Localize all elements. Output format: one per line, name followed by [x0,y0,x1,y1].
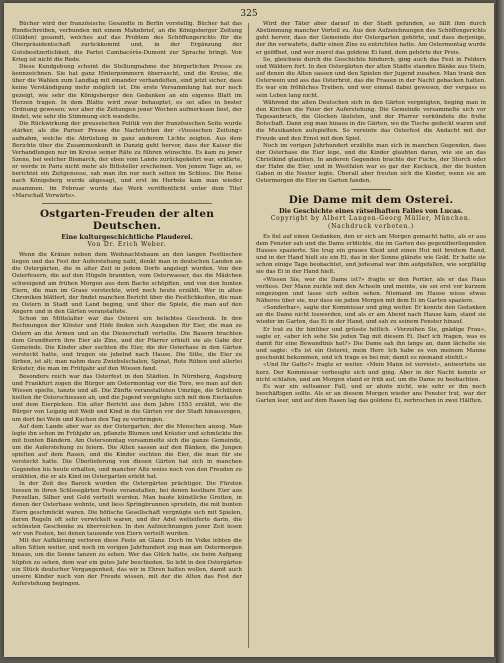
intro-paragraph: Die Rückwirkung der preussischen Politik von der französischen Seite wurde stärker, als die Pariser Presse die Nachrichten der «Vossischen Zeitung» aufnahm, welche die Abrüstung in ganz anderem Lichte zeigten. Aus dem Berichte über die Zusammenkunft in Danzig geht hervor, dass der Kaiser die Verhandlungen nur im Kreise seiner Räte zu führen wünschte. Es kam zu jener Szene, bei welcher Bismarck, der eben vom Lande zurückgekehrt war, erklärte, er werde in Paris nicht mehr als Bittsteller erscheinen. Von jenem Tage an, so berichtet ein Zeitgenosse, sah man ihn nur noch selten im Schloss. Die Reise nach Königsberg wurde abgesagt, und erst im Herbste kam man wieder zusammen. Im Februar wurde das Werk veröffentlicht unter dem Titel «Marschall Vorwärts». [12,121,242,199]
section-divider [42,203,212,204]
story-headline: Die Dame mit dem Osterei. [288,193,454,206]
article-paragraph: Auf dem Lande aber war es der Ostergarten, der die Menschen anzog. Man legte ihn schon im Frühjahr an, pflanzte Blumen und Kräuter und schmückte ihn mit bunten Bändern. Am Ostersonntag versammelte sich die ganze Gemeinde, um die Auferstehung zu feiern. Die Alten sassen auf den Bänken, die Jungen spielten auf dem Rasen, und die Kinder suchten die Eier, die man für sie versteckt hatte. Die Überlieferung von diesen Gärten hat sich in manchen Gegenden bis heute erhalten, und mancher Alte weiss noch von den Freuden zu erzählen, die er als Kind im Ostergarten erlebt hat. [12,423,242,480]
article-paragraph: Mit der Aufklärung verloren diese Feste an Glanz. Doch im Volke lebten die alten Sitten weiter, und noch im vorigen Jahrhundert zog man am Ostermorgen hinaus, um die Sonne tanzen zu sehen. Wer das Glück hatte, sie beim Aufgang hüpfen zu sehen, dem war ein gutes Jahr beschieden. So lebt in den Ostergärten ein Stück deutscher Vergangenheit, das wir in Ehren halten wollen, damit auch unsere Kinder noch von der Freude wissen, mit der die Alten das Fest der Auferstehung begingen. [12,538,242,588]
newspaper-page [4,3,494,657]
section-divider [351,189,391,190]
article-byline: Von Dr. Erich Weber. [87,240,167,248]
story-paragraph: Es fiel auf einen Gedanken, den er sich am Morgen gemacht hatte, als er aus dem Fenster sah und die Dame erblickte, die im Garten des gegenüberliegenden Hauses spazierte. Sie trug ein graues Kleid und einen Hut mit breitem Rand, und in der Hand hielt sie ein Ei, das in der Sonne glänzte wie Gold. Er hatte sie schon einige Tage beobachtet, und jedesmal war ihm aufgefallen, wie sorgfältig sie das Ei in der Hand hielt. [256,233,486,276]
page-number: 325 [240,9,258,19]
article-paragraph: Wenn die Kränze neben dem Weihnachtsbaum an den langen Festtischen liegen und das Fest der Auferstehung naht, denkt man in deutschen Landen an die Ostergärten, die in alter Zeit in jedem Dorfe angelegt wurden. Von den Osterfeuern, die auf den Hügeln brannten, vom Osterwasser, das die Mädchen schweigend am frühen Morgen aus dem Bache schöpften, und von den bunten Eiern, die man im Grase versteckte, wird noch heute erzählt. Wer in alten Chroniken blättert, der findet manchen Bericht über die Festlichkeiten, die man zu Ostern in Stadt und Land beging, und über die Spiele, die man auf den Angern und in den Gärten veranstaltete. [12,251,242,316]
continuation-paragraph: Wird der Täter aber darauf in der Stadt gefunden, so fällt ihm durch Abstimmung mancher Vorteil zu. Aus den Aufzeichnungen des Schöffengerichts geht hervor, dass der Gemeinde der Ostergarten gehörte, und dass derjenige, der ihn verwahrte, dafür einen Zins zu entrichten hatte. Am Ostermontag wurde er geöffnet, und wer zuerst das goldene Ei fand, dem gehörte der Preis. [256,21,486,56]
article-subtitle: Eine kulturgeschichtliche Plauderei. [61,232,193,241]
article-headline: Ostgarten-Freuden der alten Deutschen. [39,207,215,232]
column-rule [248,23,249,648]
continuation-paragraph: Noch im vorigen Jahrhundert erzählte man sich in manchen Gegenden, dass der Osterhase die Eier lege, und die Kinder glaubten daran, wie sie an das Christkind glaubten. In anderen Gegenden brachte der Fuchs, der Storch oder der Hahn die Eier, und in Westfalen war es gar der Kuckuck, der die bunten Gaben in die Nester legte. Überall aber freuten sich die Kinder, wenn sie am Ostermorgen die Eier im Garten fanden. [256,142,486,185]
continuation-paragraph: So, gleichwie durch die Geschichte hindurch, ging auch das Fest in Feldern und Wäldern fort. In den Ostergärten der alten Städte standen Bänke aus Stein, auf denen die Alten sassen und den Spielen der Jugend zusahen. Man trank den Osterwein und ass das Osterbrot, das die Frauen in der Nacht gebacken hatten. Es war ein fröhliches Treiben, und wer einmal dabei gewesen, der vergass es sein Leben lang nicht. [256,56,486,99]
story-paragraph: Es war ein seltsamer Fall, und er ahnte nicht, wie sehr er ihn noch beschäftigen sollte. Als er an diesem Morgen wieder ans Fenster trat, war der Garten leer, und auf dem Rasen lag das goldene Ei, zerbrochen in zwei Hälften. [256,383,486,405]
article-paragraph: Schon im Mittelalter war das Osterei ein beliebtes Geschenk. In den Rechnungen der Klöster und Höfe finden sich Ausgaben für Eier, die man zu Ostern an die Armen und an die Dienerschaft verteilte. Die Bauern brachten dem Grundherrn ihre Eier als Zins, und der Pfarrer erhielt sie als Gabe der Gemeinde. Die Kinder aber suchten die Eier, die der Osterhase in den Gärten versteckt hatte, und trugen sie jubelnd nach Hause. Die Sitte, die Eier zu färben, ist alt; man nahm dazu Zwiebelschalen, Spinat, Rote Rüben und allerlei Kräuter, die man im Frühjahr auf den Wiesen fand. [12,316,242,373]
right-column [256,21,486,651]
article-paragraph: In der Zeit des Barock wurden die Ostergärten prächtiger. Die Fürsten liessen in ihren Schlossgärten Feste veranstalten, bei denen kostbare Eier aus Porzellan, Silber und Gold verteilt wurden. Man baute künstliche Grotten, in denen der Osterhase wohnte, und liess Springbrunnen sprudeln, die mit bunten Eiern geschmückt waren. Die höfische Gesellschaft vergnügte sich mit Spielen, deren Regeln oft sehr verwickelt waren, und der Adel wetteiferte darin, die schönsten Geschenke zu überreichen. In den Aufzeichnungen jener Zeit lesen wir von Festen, bei denen tausende von Eiern verteilt wurden. [12,480,242,537]
article-paragraph: Besonders reich war das Osterfest in den Städten. In Nürnberg, Augsburg und Frankfurt zogen die Bürger am Ostermontag vor die Tore, wo man auf den Wiesen spielte, tanzte und aß. Die Zünfte veranstalteten Umzüge, die Schützen hielten ihr Osterschiessen ab, und die Jugend vergnügte sich mit dem Eierlaufen und dem Eierpicken. Ein alter Bericht aus dem Jahre 1553 erzählt, wie die Bürger von Leipzig mit Weib und Kind in die Gärten vor der Stadt hinauszogen, um dort bei Wein und Kuchen den Tag zu verbringen. [12,373,242,423]
story-paragraph: «Sonderbar», sagte der Kommissar und ging weiter. Er konnte den Gedanken an die Dame nicht loswerden, und als er am Abend nach Hause kam, stand sie wieder im Garten, das Ei in der Hand, und sah zu seinem Fenster hinauf. [256,305,486,326]
book-binding-edge [496,0,504,663]
story-subtitle: Die Geschichte eines rätselhaften Falles von Lucas. [278,206,464,215]
intro-paragraph: Diese Kundgebung scheint die Stellungnahme der bürgerlichen Presse zu kennzeichnen. Sie hat ganz Hinterpommern überrascht, und die Kreise, die über die Wahlen zum Landtag mit einander verhandelten, sind jetzt sicher, dass keine Verständigung mehr möglich ist. Die erste Versammlung hat nur noch gezeigt, wie sehr die Königsberger den Gedanken an ein eigenes Blatt im Herzen tragen. In dem Blatte wird zwar behauptet, es sei alles in bester Ordnung gewesen; wer aber die Zeitungen jener Wochen aufmerksam liest, der findet, wie sehr die Stimmung sich wandelte. [12,63,242,121]
left-column [12,21,242,651]
copyright-note: Copyright by Albert Langen-Georg Müller, München. (Nachdruck verboten.) [270,214,472,230]
continuation-paragraph: Während die alten Deutschen sich in den Gärten vergnügten, beging man in den Kirchen die Feier der Auferstehung. Die Gemeinde versammelte sich vor Tagesanbruch, die Glocken läuteten, und der Pfarrer verkündete die frohe Botschaft. Dann zog man hinaus in die Gärten, wo die Tische gedeckt waren und die Musikanten aufspielten. So vereinte das Osterfest die Andacht mit der Freude und den Ernst mit dem Spiel. [256,99,486,142]
story-paragraph: «Und Ihr Gatte?» fragte er weiter. «Mein Mann ist verreist», antwortete sie kurz. Der Kommissar verbeugte sich und ging. Aber in der Nacht konnte er nicht schlafen, und am Morgen stand er früh auf, um die Dame zu beobachten. [256,362,486,383]
intro-paragraph: Bücher wird der französische Gesandte in Berlin vorstellig. Bücher hat das Rundschreiben, verbunden mit einem Mahnbrief, an die Königsberger Zeitung (Gülden) gesandt, welches auf das Problem des Schöffengerichts für die Oberpräsidentschaft zurückkommt und, in der Ergänzung der Gutsbesitzerlichkeit, die Partei Cambacérès-Dumont zur Sprache bringt. Von Krieg ist nicht die Rede. [12,21,242,63]
story-paragraph: Er trat zu ihr hinüber und grüsste höflich. «Verzeihen Sie, gnädige Frau», sagte er, «aber ich sehe Sie jeden Tag mit diesem Ei. Darf ich fragen, was es damit für eine Bewandtnis hat?» Die Dame sah ihn lange an, dann lächelte sie und sagte: «Es ist ein Osterei, mein Herr. Ich habe es von meinem Manne geschenkt bekommen, und ich trage es bei mir, damit es niemand stiehlt.» [256,326,486,362]
story-paragraph: «Wissen Sie, wer die Dame ist?» fragte er den Portier, als er das Haus verliess. Der Mann zuckte mit den Achseln und meinte, sie sei erst vor kurzem eingezogen und lasse sich selten sehen. Niemand im Hause wisse etwas Näheres über sie, nur dass sie jeden Morgen mit dem Ei im Garten spaziere. [256,276,486,304]
